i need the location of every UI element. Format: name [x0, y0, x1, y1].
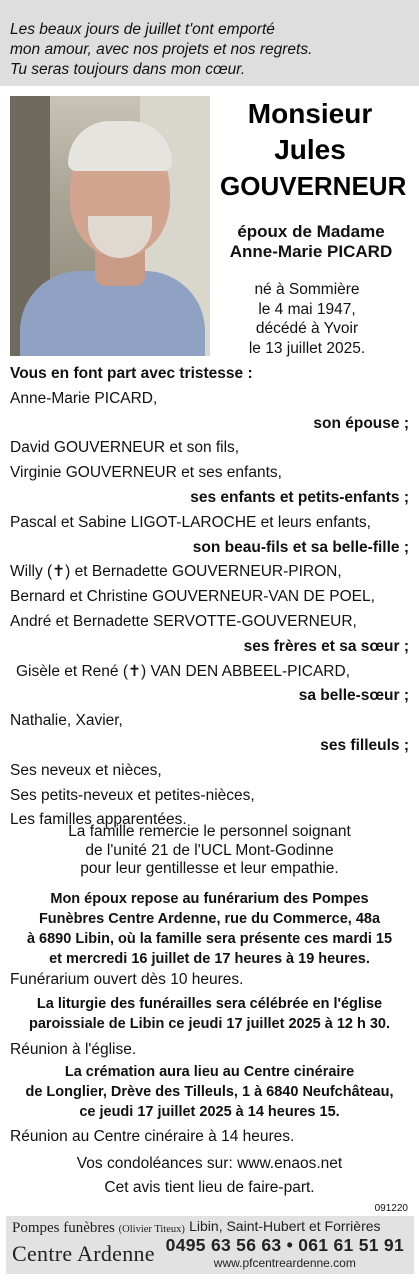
- deceased-last-name: GOUVERNEUR: [220, 171, 407, 201]
- birth-place: né à Sommière: [254, 281, 360, 298]
- church-reunion: Réunion à l'église.: [10, 1041, 137, 1058]
- footer-company-name: Centre Ardenne: [12, 1241, 155, 1266]
- death-date: le 13 juillet 2025.: [248, 339, 366, 357]
- family-member-line: André et Bernadette SERVOTTE-GOUVERNEUR,: [10, 612, 357, 630]
- poem-line: Tu seras toujours dans mon cœur.: [10, 61, 246, 78]
- notice-line: Cet avis tient lieu de faire-part.: [104, 1179, 315, 1196]
- thanks-line: La famille remercie le personnel soignant: [68, 823, 351, 840]
- spouse-name: Anne-Marie PICARD: [229, 242, 393, 261]
- liturgy-paragraph: [0, 994, 419, 1034]
- family-member-line: Pascal et Sabine LIGOT-LAROCHE et leurs enfants,: [10, 513, 371, 531]
- spouse-info: [222, 222, 400, 262]
- footer-contact: [166, 1218, 404, 1270]
- family-announcement: [0, 362, 419, 833]
- funerarium-line: Funèbres Centre Ardenne, rue du Commerce, 48a: [38, 911, 381, 927]
- condolences-line: Vos condoléances sur: www.enaos.net: [76, 1155, 343, 1172]
- family-member-line: Anne-Marie PICARD,: [10, 389, 158, 407]
- poem-line: Les beaux jours de juillet t'ont emporté: [10, 21, 275, 38]
- deceased-title: Monsieur: [247, 98, 373, 129]
- relationship-label: ses enfants et petits-enfants ;: [190, 488, 409, 506]
- portrait-photo: [10, 96, 210, 356]
- condolences-block: [0, 1152, 419, 1200]
- funerarium-line: à 6890 Libin, où la famille sera présente ces mardi 15: [26, 931, 393, 947]
- liturgy-line: La liturgie des funérailles sera célébrée en l'église: [36, 996, 383, 1012]
- relationship-label: ses filleuls ;: [320, 736, 409, 754]
- funerarium-hours: Funérarium ouvert dès 10 heures.: [10, 971, 244, 988]
- poem-line: mon amour, avec nos projets et nos regrets.: [10, 41, 313, 58]
- announcement-heading: Vous en font part avec tristesse :: [10, 365, 253, 382]
- family-member-line: David GOUVERNEUR et son fils,: [10, 439, 240, 457]
- funerarium-line: Mon époux repose au funérarium des Pompes: [50, 891, 369, 907]
- footer-website: www.pfcentreardenne.com: [213, 1256, 356, 1270]
- thanks-line: pour leur gentillesse et leur empathie.: [80, 860, 339, 877]
- thanks-paragraph: [0, 823, 419, 879]
- family-member-line: Ses petits-neveux et petites-nièces,: [10, 786, 255, 804]
- cremation-line: La crémation aura lieu au Centre cinéraire: [64, 1064, 355, 1080]
- liturgy-line: paroissiale de Libin ce jeudi 17 juillet 2025 à 12 h 30.: [28, 1016, 391, 1032]
- birth-death-info: [232, 280, 382, 358]
- spouse-line: époux de Madame: [237, 222, 385, 241]
- birth-date: le 4 mai 1947,: [258, 300, 356, 318]
- funerarium-line: et mercredi 16 juillet de 17 heures à 19 heures.: [49, 951, 370, 967]
- relationship-label: son épouse ;: [313, 414, 409, 432]
- cremation-line: de Longlier, Drève des Tilleuls, 1 à 6840 Neufchâteau,: [25, 1084, 394, 1100]
- footer-owner: (Olivier Titeux): [118, 1224, 185, 1235]
- family-member-line: Les familles apparentées.: [10, 811, 187, 829]
- family-member-line: Gisèle et René (✝) VAN DEN ABBEEL-PICARD,: [16, 662, 350, 680]
- funeral-home-footer: [6, 1216, 414, 1274]
- deceased-name: [220, 96, 407, 204]
- relationship-label: sa belle-sœur ;: [298, 687, 409, 705]
- family-member-line: Bernard et Christine GOUVERNEUR-VAN DE POEL,: [10, 588, 375, 606]
- family-member-line: Willy (✝) et Bernadette GOUVERNEUR-PIRON,: [10, 563, 342, 581]
- funerarium-paragraph: [0, 889, 419, 969]
- cremation-paragraph: [0, 1062, 419, 1122]
- death-place: décédé à Yvoir: [255, 320, 359, 337]
- family-member-line: Nathalie, Xavier,: [10, 712, 123, 730]
- opening-poem: [10, 20, 410, 80]
- thanks-line: de l'unité 21 de l'UCL Mont-Godinne: [85, 841, 334, 859]
- footer-phones: 0495 63 56 63 • 061 61 51 91: [165, 1235, 404, 1255]
- family-member-line: Ses neveux et nièces,: [10, 761, 162, 779]
- deceased-first-name: Jules: [274, 134, 346, 165]
- footer-label: Pompes funèbres: [12, 1220, 115, 1236]
- cremation-line: ce jeudi 17 juillet 2025 à 14 heures 15.: [79, 1104, 340, 1120]
- footer-locations: Libin, Saint-Hubert et Forrières: [189, 1218, 381, 1234]
- relationship-label: son beau-fils et sa belle-fille ;: [192, 538, 409, 556]
- family-member-line: Virginie GOUVERNEUR et ses enfants,: [10, 464, 282, 482]
- relationship-label: ses frères et sa sœur ;: [243, 637, 409, 655]
- centre-reunion: Réunion au Centre cinéraire à 14 heures.: [10, 1128, 295, 1145]
- reference-number: 091220: [374, 1203, 408, 1214]
